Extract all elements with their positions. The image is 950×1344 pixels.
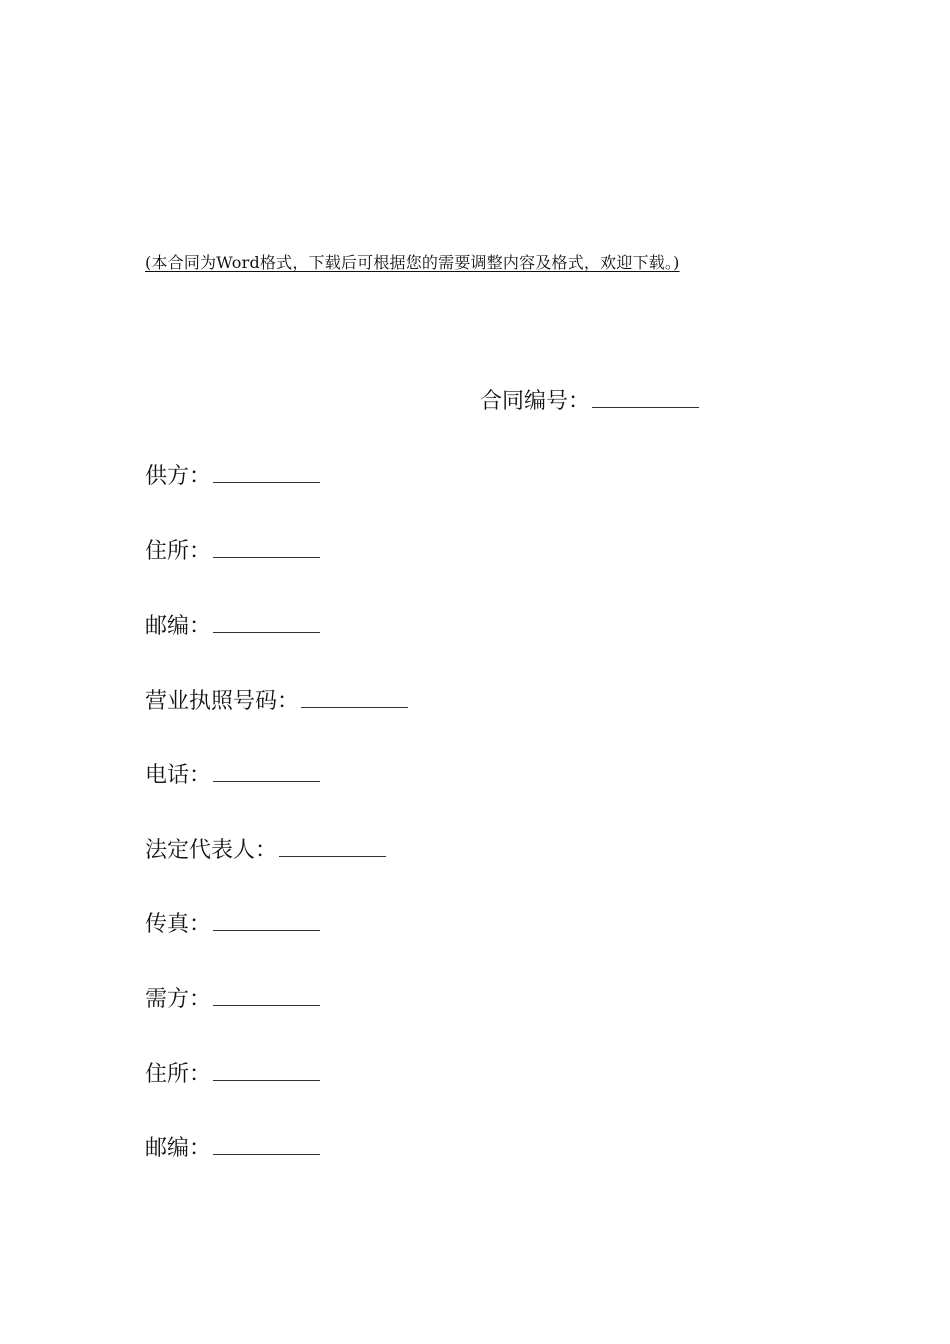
field-label: 法定代表人： <box>145 838 278 863</box>
buyer-line <box>145 983 320 1015</box>
field-label: 邮编： <box>145 614 212 639</box>
format-notice: (本合同为Word格式，下载后可根据您的需要调整内容及格式，欢迎下载。) <box>145 253 680 272</box>
field-label: 电话： <box>145 763 212 788</box>
contract-number-line <box>480 385 699 417</box>
fax-blank[interactable] <box>213 908 320 931</box>
supplier-postcode-blank[interactable] <box>213 610 320 633</box>
field-label: 邮编： <box>145 1136 212 1161</box>
buyer-postcode-line <box>145 1132 320 1164</box>
supplier-postcode-line <box>145 610 320 642</box>
field-label: 住所： <box>145 539 212 564</box>
buyer-address-blank[interactable] <box>213 1058 320 1081</box>
field-label: 营业执照号码： <box>145 689 300 714</box>
supplier-line <box>145 460 320 492</box>
legal-rep-line <box>145 834 386 866</box>
phone-blank[interactable] <box>213 759 320 782</box>
business-license-line <box>145 685 408 717</box>
fax-line <box>145 908 320 940</box>
supplier-address-blank[interactable] <box>213 535 320 558</box>
supplier-address-line <box>145 535 320 567</box>
field-label: 供方： <box>145 464 212 489</box>
contract-number-label: 合同编号： <box>480 389 591 414</box>
buyer-blank[interactable] <box>213 983 320 1006</box>
supplier-blank[interactable] <box>213 460 320 483</box>
legal-rep-blank[interactable] <box>279 834 386 857</box>
field-label: 需方： <box>145 987 212 1012</box>
contract-number-blank[interactable] <box>592 385 699 408</box>
business-license-blank[interactable] <box>301 685 408 708</box>
field-label: 住所： <box>145 1062 212 1087</box>
buyer-postcode-blank[interactable] <box>213 1132 320 1155</box>
buyer-address-line <box>145 1058 320 1090</box>
field-label: 传真： <box>145 912 212 937</box>
phone-line <box>145 759 320 791</box>
